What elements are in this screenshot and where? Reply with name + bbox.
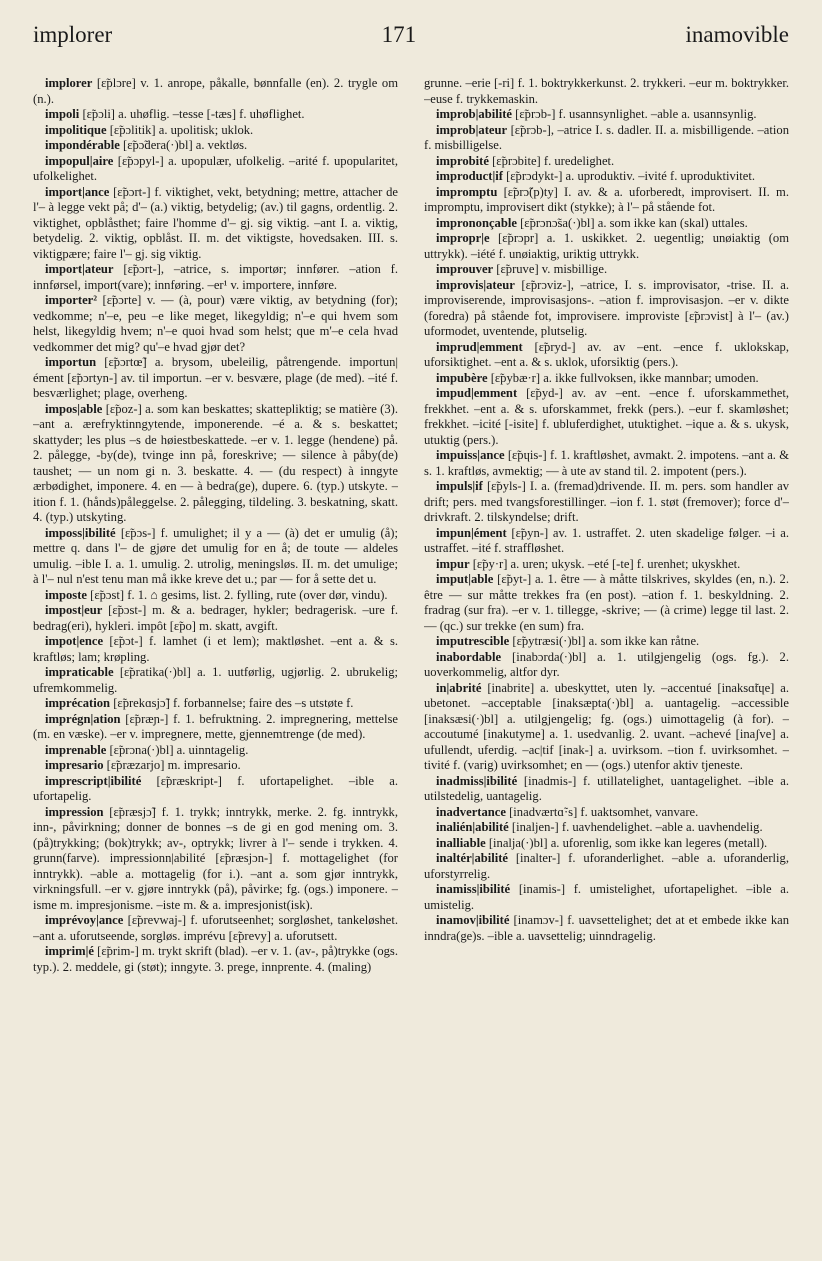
- definition-text: [ɛ̃prɔb-], –atrice I. s. dadler. II. a. misbilligende. –ation f. misbilligelse.: [424, 122, 789, 152]
- left-column: [33, 76, 398, 1236]
- headword: in|abrité: [436, 680, 482, 695]
- definition-text: [ɛ̃prim-] m. trykt skrift (blad). –er v. 1. (av-, på)trykke (ogs. typ.). 2. meddele, gi (støt); inngyte. 3. prege, innprente. 4. (maling): [33, 944, 398, 974]
- dictionary-entry: [33, 588, 398, 604]
- dictionary-entry: [424, 278, 789, 340]
- definition-text: [ɛ̃pɔst-] m. & a. bedrager, hykler; bedragerisk. –ure f. bedrag(eri), hykleri. impôt [ɛ̃po] m. skatt, avgift.: [33, 603, 398, 633]
- headword: imprenable: [45, 742, 107, 757]
- definition-text: [ɛ̃prɔ̃(p)ty] I. av. & a. uforberedt, improvisert. II. m. impromptu, improvisert dikt (stykke); à l'– på stående fot.: [424, 184, 789, 214]
- definition-text: [ɛ̃pɔt-] f. lamhet (i et lem); maktløshet. –ent a. & s. kraftløs; lam; krøpling.: [33, 634, 398, 664]
- headword: imprévoy|ance: [45, 913, 124, 927]
- definition-text: [ɛ̃præɲ-] f. 1. befruktning. 2. impregnering, mettelse (m. en væske). –er v. impregnere, mette, gjennemtrenge (de med).: [33, 711, 398, 741]
- definition-text: [ɛ̃pɔrte] v. — (à, pour) være viktig, av betydning (for); vedkomme; n'–e, peu –e like meget, likegyldig; n'–e qui hvem som helst, likegyldig hvem; n'–e quoi hvad som helst; que m'–e cela hvad vedkommer det mig? qu'–e hvad gjør det?: [33, 293, 398, 354]
- dictionary-entry: [33, 402, 398, 526]
- definition-text: [ɛ̃py·r] a. uren; ukysk. –eté [-te] f. urenhet; ukyskhet.: [469, 556, 741, 571]
- headword: impropr|e: [436, 231, 490, 245]
- headword: imprud|emment: [436, 339, 523, 354]
- headword: impos|able: [45, 401, 103, 416]
- dictionary-entry: [33, 774, 398, 805]
- headword: impuls|if: [436, 479, 483, 493]
- definition-text: [ɛ̃præsjɔ̃] f. 1. trykk; inntrykk, merke. 2. fg. inntrykk, inn-, påvirkning; donner de bonnes –s de gi en god mening om. 3. (på)trykking; (bok)trykk; av-, optrykk; livrer à l'– sende i trykken. 4. grunn(farve). impressionn|abilité [ɛ̃præsjɔn-] f. mottagelighet (for inntrykk). –able a. mottagelig (for i.). –ant a. som gjør inntrykk, virkningsfull. –er v. gjøre inntrykk (på), påvirke; fg. (ogs.) imponere. –isme m. impresjonisme. –iste m. & a. impresjonist(isk).: [33, 804, 398, 912]
- dictionary-entry: [33, 665, 398, 696]
- definition-text: [ɛ̃pɔrt-] f. viktighet, vekt, betydning; mettre, attacher de l'– à legge vekt på; d'– (a.) viktig, betydelig; (av.) til gagns, ordentlig. 2. viktighet, opblåsthet; faire l'homme d'– gj. sig viktig. –ant I. a. viktig, betydelig. 2. viktig, opblåst. II. m. det viktigste, hovedsaken. III. s. viktigpære; faire l'– gj. sig viktig.: [33, 184, 398, 261]
- definition-text: [inalter-] f. uforanderlighet. –able a. uforanderlig, uforstyrrelig.: [424, 851, 789, 881]
- definition-text: [inamɔv-] f. uavsettelighet; det at et embede ikke kan inndra(ge)s. –ible a. uavsettelig; uinndragelig.: [424, 913, 789, 943]
- dictionary-entry: [424, 185, 789, 216]
- dictionary-entry: [33, 293, 398, 355]
- headword: improvis|ateur: [436, 277, 515, 292]
- dictionary-entry: [424, 154, 789, 170]
- headword: impun|ément: [436, 525, 507, 540]
- headword: import|ateur: [45, 262, 114, 276]
- headword: impondérable: [45, 138, 120, 152]
- dictionary-entry: [33, 696, 398, 712]
- dictionary-entry: [424, 448, 789, 479]
- dictionary-entry: [424, 371, 789, 387]
- dictionary-entry: [424, 681, 789, 774]
- dictionary-entry: [33, 123, 398, 139]
- dictionary-entry: [424, 231, 789, 262]
- headword: imposte: [45, 587, 87, 602]
- page-header: [33, 22, 789, 56]
- definition-text: [ɛ̃pryd-] av. av –ent. –ence f. uklokskap, uforsiktighet. –ent a. & s. uklok, uforsiktig (pers.).: [424, 339, 789, 369]
- dictionary-entry: [33, 944, 398, 975]
- headword: inaltér|abilité: [436, 851, 509, 865]
- dictionary-entry: [33, 805, 398, 914]
- headword: imprononçable: [436, 215, 517, 230]
- definition-text: [ɛ̃pytræsi(·)bl] a. som ikke kan råtne.: [509, 634, 700, 648]
- headword: inamov|ibilité: [436, 913, 510, 927]
- headword: imput|able: [436, 572, 494, 586]
- definition-text: [ɛ̃prevwaj-] f. uforutseenhet; sorgløshet, tankeløshet. –ant a. uforutseende, sorgløs. imprévu [ɛ̃prevy] a. uforutsett.: [33, 913, 398, 943]
- dictionary-entry: [33, 262, 398, 293]
- headword: impost|eur: [45, 603, 103, 617]
- headword: impoli: [45, 107, 80, 121]
- dictionary-entry: [424, 262, 789, 278]
- headword: inalién|abilité: [436, 820, 509, 834]
- definition-text: [ɛ̃pɥis-] f. 1. kraftløshet, avmakt. 2. impotens. –ant a. & s. 1. kraftløs, avmektig; — à ute av stand til. 2. impotent (pers.).: [424, 448, 789, 478]
- headword: impuiss|ance: [436, 448, 505, 462]
- headword: impud|emment: [436, 386, 518, 400]
- headword: implorer: [45, 76, 93, 90]
- headword: inabordable: [436, 649, 502, 664]
- headword: importun: [45, 355, 97, 369]
- definition-text: [ɛ̃prɔbite] f. uredelighet.: [488, 153, 615, 168]
- headword: impresario: [45, 758, 104, 772]
- headword: improduct|if: [436, 169, 503, 183]
- headword: imprécation: [45, 696, 111, 710]
- dictionary-entry: [33, 185, 398, 263]
- dictionary-entry: [33, 355, 398, 402]
- definition-text: [ɛ̃prekɑsjɔ̃] f. forbannelse; faire des –s utstøte f.: [110, 696, 354, 710]
- definition-text: [ɛ̃pyls-] I. a. (fremad)drivende. II. m. pers. som handler av drift; pers. med tvangsforestillinger. –ion f. 1. støt (fremover); force d'– drivkraft. 2. tilskyndelse; drift.: [424, 479, 789, 524]
- definition-text: [ɛ̃poz-] a. som kan beskattes; skattepliktig; se matière (3). –ant a. ærefryktinngytende, imponerende. –é a. & s. beskattet; skattyder; les plus –s de høiestbeskattede. –er v. 1. legge (hendene) på. 2. pålegge, -by(de), tvinge inn på, foreskrive; — silence à påby(de) taushet; — un nom gi n. 3. beskatte. 4. — (du respect) à inngyte ærbødighet, imponere. 4. en — à bedra(ge), dupere. 6. (typ.) utskyte. –ition f. 1. (hånds)påleggelse. 2. pålegging, tildeling. 3. beskatning, skatt. 4. (typ.) utskyting.: [33, 401, 398, 524]
- dictionary-entry: [424, 526, 789, 557]
- dictionary-entry: [33, 526, 398, 588]
- dictionary-entry: [424, 169, 789, 185]
- definition-text: [inadmis-] f. utillatelighet, uantagelighet. –ible a. utilstedelig, uantagelig.: [424, 773, 789, 803]
- definition-text: grunne. –erie [-ri] f. 1. boktrykkerkunst. 2. trykkeri. –eur m. boktrykker. –euse f. trykkemaskin.: [424, 76, 789, 106]
- headword: inadmiss|ibilité: [436, 773, 518, 788]
- page-number: 171: [381, 22, 417, 47]
- dictionary-entry: [424, 572, 789, 634]
- dictionary-entry: [424, 836, 789, 852]
- headword: impression: [45, 804, 104, 819]
- dictionary-entry: [424, 650, 789, 681]
- definition-text: [ɛ̃pruve] v. misbillige.: [493, 262, 608, 276]
- left-guide-word: implorer: [33, 22, 113, 47]
- dictionary-entry: [424, 557, 789, 573]
- definition-text: [ɛ̃pyt-] a. 1. être — à måtte tilskrives, skyldes (en, n.). 2. être — sur måtte trekkes fra (en post). –ation f. 1. beskyldning. 2. fradrag (sur fra). –er v. 1. tillegge, -skrive; — (à crime) legge til last. 2. — (qc.) sur trekke (en sum) fra.: [424, 572, 789, 633]
- dictionary-entry: [424, 851, 789, 882]
- definition-text: [ɛ̃pɔlitik] a. upolitisk; uklok.: [106, 122, 254, 137]
- headword: impromptu: [436, 184, 498, 199]
- dictionary-entry: [33, 154, 398, 185]
- definition-text: [ɛ̃pɔrt-], –atrice, s. importør; innfører. –ation f. innførsel, import(vare); innføring. –er¹ v. importere, innføre.: [33, 262, 398, 292]
- headword: importer²: [45, 293, 98, 307]
- headword: improuver: [436, 262, 494, 276]
- definition-text: [ɛ̃pɔ̃dera(·)bl] a. vektløs.: [119, 138, 248, 152]
- dictionary-entry: [424, 913, 789, 944]
- headword: inadvertance: [436, 804, 506, 819]
- two-column-body: [33, 76, 789, 1236]
- definition-text: [ɛ̃prɔna(·)bl] a. uinntagelig.: [106, 742, 249, 757]
- definition-text: [inaljen-] f. uavhendelighet. –able a. uavhendelig.: [508, 820, 763, 834]
- dictionary-entry: [424, 805, 789, 821]
- dictionary-entry: [33, 743, 398, 759]
- headword: impopul|aire: [45, 153, 114, 168]
- dictionary-entry: [424, 76, 789, 107]
- definition-text: [ɛ̃prɔviz-], –atrice, I. s. improvisator, -trise. II. a. improviserende, improvisasjons-. –ation f. improvisasjon. –er v. dikte (foredra) på stående fot, improvisere. improviste [ɛ̃prɔvist] à l'– (av.) uformodet, uventende, plutselig.: [424, 277, 789, 338]
- dictionary-entry: [33, 138, 398, 154]
- right-column: [424, 76, 789, 1236]
- definition-text: [inalja(·)bl] a. uforenlig, som ikke kan legeres (metall).: [485, 835, 768, 850]
- headword: impur: [436, 556, 470, 571]
- definition-text: [ɛ̃pɔpyl-] a. upopulær, ufolkelig. –arité f. upopularitet, ufolkelighet.: [33, 153, 398, 183]
- dictionary-entry: [424, 774, 789, 805]
- definition-text: [ɛ̃pybæ·r] a. ikke fullvoksen, ikke mannbar; umoden.: [487, 370, 759, 385]
- headword: impraticable: [45, 665, 114, 679]
- headword: imputrescible: [436, 634, 510, 648]
- definition-text: [inamis-] f. umistelighet, ufortapelighet. –ible a. umistelig.: [424, 882, 789, 912]
- definition-text: [inadværtɑ̃·s] f. uaktsomhet, vanvare.: [505, 804, 699, 819]
- headword: impubère: [436, 370, 488, 385]
- dictionary-entry: [424, 340, 789, 371]
- dictionary-entry: [33, 107, 398, 123]
- right-guide-word: inamovible: [685, 22, 789, 47]
- definition-text: [ɛ̃pyn-] av. 1. ustraffet. 2. uten skadelige følger. –i a. ustraffet. –ité f. straffløshet.: [424, 525, 789, 555]
- dictionary-entry: [424, 479, 789, 526]
- definition-text: [ɛ̃prɔdykt-] a. uproduktiv. –ivité f. uproduktivitet.: [502, 169, 756, 183]
- definition-text: [ɛ̃præskript-] f. ufortapelighet. –ible a. ufortapelig.: [33, 773, 398, 803]
- headword: imprescript|ibilité: [45, 773, 142, 788]
- definition-text: [ɛ̃prɔpr] a. 1. uskikket. 2. uegentlig; unøiaktig (om uttrykk). –iété f. unøiaktig, uriktig uttrykk.: [424, 231, 789, 261]
- dictionary-entry: [33, 603, 398, 634]
- dictionary-entry: [424, 216, 789, 232]
- headword: improb|abilité: [436, 107, 513, 121]
- headword: impot|ence: [45, 634, 104, 648]
- definition-text: [ɛ̃pratika(·)bl] a. 1. uutførlig, ugjørlig. 2. ubrukelig; ufremkommelig.: [33, 665, 398, 695]
- definition-text: [ɛ̃pɔs-] f. umulighet; il y a — (à) det er umulig (å); mettre q. dans l'– de gjøre det umulig for en å; de toute — aldeles umulig. –ible I. a. 1. umulig. 2. utrolig, meningsløs. II. m. det umulige; à l'– nul n'est tenu man må ikke kreve det u.; par — for å sette det u.: [33, 525, 398, 586]
- headword: impolitique: [45, 122, 107, 137]
- definition-text: [ɛ̃præzarjo] m. impresario.: [103, 758, 241, 772]
- dictionary-entry: [33, 758, 398, 774]
- dictionary-entry: [424, 123, 789, 154]
- headword: improb|ateur: [436, 122, 508, 137]
- dictionary-entry: [33, 76, 398, 107]
- dictionary-entry: [33, 913, 398, 944]
- definition-text: [ɛ̃pɔrtœ̃] a. brysom, ubeleilig, påtrengende. importun|ément [ɛ̃pɔrtyn-] av. til importun. –er v. besvære, plage (de med). –ité f. besværlighet; plage, overheng.: [33, 355, 398, 400]
- dictionary-entry: [424, 634, 789, 650]
- definition-text: [ɛ̃pyd-] av. av –ent. –ence f. uforskammethet, frekkhet. –ent a. & s. uforskammet, frekk (pers.). –eur f. skamløshet; frekkhet. –icité [-isite] f. ubluferdighet, utuktighet. –ique a. & s. ukysk, utuktig (pers.).: [424, 386, 789, 447]
- dictionary-entry: [424, 882, 789, 913]
- headword: inalliable: [436, 835, 486, 850]
- definition-text: [ɛ̃pɔst] f. 1. ⌂ gesims, list. 2. fylling, rute (over dør, vindu).: [86, 587, 388, 602]
- dictionary-entry: [424, 820, 789, 836]
- definition-text: [ɛ̃prɔb-] f. usannsynlighet. –able a. usannsynlig.: [512, 107, 757, 121]
- headword: imposs|ibilité: [45, 525, 116, 540]
- definition-text: [ɛ̃pɔli] a. uhøflig. –tesse [-tæs] f. uhøflighet.: [79, 107, 305, 121]
- definition-text: [inabɔrda(·)bl] a. 1. utilgjengelig (ogs. fg.). 2. uoverkommelig, altfor dyr.: [424, 649, 789, 679]
- headword: improbité: [436, 153, 489, 168]
- dictionary-entry: [424, 386, 789, 448]
- dictionary-entry: [33, 634, 398, 665]
- definition-text: [ɛ̃prɔnɔ̃sa(·)bl] a. som ikke kan (skal) uttales.: [516, 215, 748, 230]
- dictionary-entry: [33, 712, 398, 743]
- headword: imprim|é: [45, 944, 94, 958]
- headword: import|ance: [45, 184, 110, 199]
- definition-text: [inabrite] a. ubeskyttet, uten ly. –accentué [inaksɑ̃tɥe] a. ubetonet. –acceptable [inaksæpta(·)bl] a. uantagelig. –accessible [inaksæsi(·)bl] a. utilgjengelig; fg. (ogs.) uimottagelig (à for). –accoutumé [inakutyme] a. 1. usedvanlig. 2. uvant. –achevé [inaʃve] a. ufullendt, uferdig. –ac|tif [inak-] a. uvirksom. –tion f. uvirksomhet. –tivité f. (varig) uvirksomhet; en — (ogs.) utenfor aktiv tjeneste.: [424, 680, 789, 772]
- headword: inamiss|ibilité: [436, 882, 511, 896]
- definition-text: [ɛ̃plɔre] v. 1. anrope, påkalle, bønnfalle (en). 2. trygle om (n.).: [33, 76, 398, 106]
- headword: imprégn|ation: [45, 711, 121, 726]
- dictionary-entry: [424, 107, 789, 123]
